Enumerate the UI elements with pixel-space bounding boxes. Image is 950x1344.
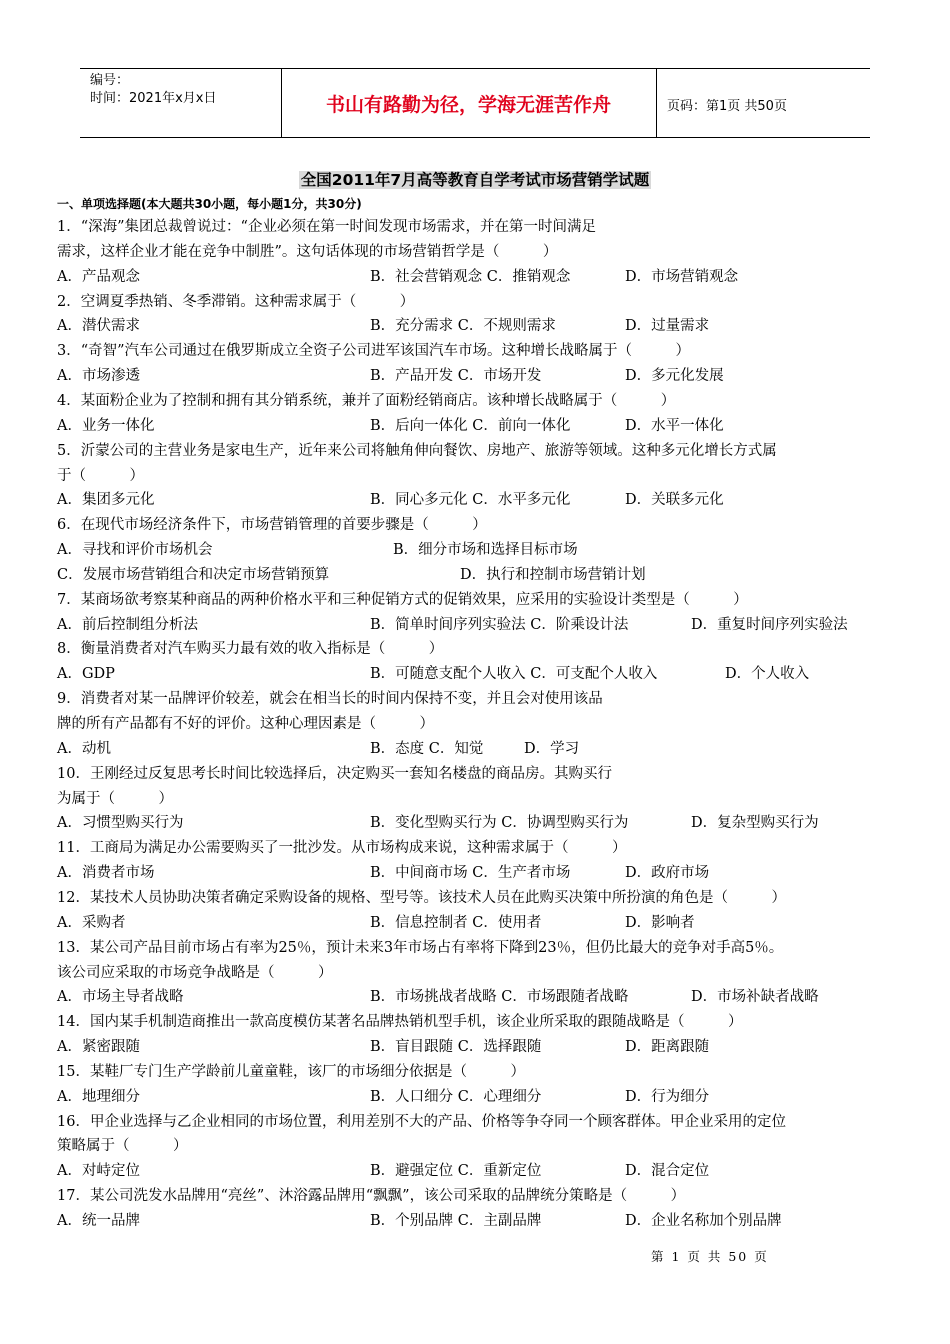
answer-option[interactable]: C．发展市场营销组合和决定市场营销预算	[57, 566, 330, 583]
answer-option[interactable]: B．人口细分 C．心理细分	[370, 1088, 542, 1105]
answer-option[interactable]: D．市场补缺者战略	[691, 989, 819, 1006]
doc-number-label: 编号：	[90, 73, 130, 88]
answer-option[interactable]: A．对峙定位	[57, 1163, 140, 1180]
question-text: 1．“深海”集团总裁曾说过：“企业必须在第一时间发现市场需求，并在第一时间满足	[57, 219, 596, 235]
answer-option[interactable]: B．盲目跟随 C．选择跟随	[370, 1039, 542, 1056]
question-text: 该公司应采取的市场竞争战略是（ ）	[57, 964, 333, 981]
answer-option[interactable]: A．动机	[57, 740, 111, 757]
header-right-cell	[657, 69, 870, 137]
answer-option[interactable]: B．避强定位 C．重新定位	[370, 1163, 542, 1180]
answer-option[interactable]: D．过量需求	[625, 318, 710, 335]
document-header	[80, 68, 870, 138]
answer-option[interactable]: D．重复时间序列实验法	[691, 616, 848, 633]
answer-option[interactable]: D．关联多元化	[625, 492, 724, 509]
answer-option[interactable]: D．政府市场	[625, 865, 710, 882]
question-text: 需求，这样企业才能在竞争中制胜”。这句话体现的市场营销哲学是（ ）	[57, 243, 558, 260]
answer-option[interactable]: B．信息控制者 C．使用者	[370, 914, 542, 931]
answer-option[interactable]: A．消费者市场	[57, 865, 155, 882]
answer-option[interactable]: B．社会营销观念 C．推销观念	[370, 268, 571, 285]
answer-option[interactable]: D．市场营销观念	[625, 268, 739, 285]
question-text: 4．某面粉企业为了控制和拥有其分销系统，兼并了面粉经销商店。该种增长战略属于（ ）	[57, 392, 676, 409]
question-text: 10．王刚经过反复思考长时间比较选择后，决定购买一套知名楼盘的商品房。其购买行	[57, 765, 612, 782]
answer-option[interactable]: D．水平一体化	[625, 417, 724, 434]
question-text: 12．某技术人员协助决策者确定采购设备的规格、型号等。该技术人员在此购买决策中所扮演的角色是（ ）	[57, 889, 786, 906]
answer-option[interactable]: B．产品开发 C．市场开发	[370, 368, 542, 385]
question-text: 7．某商场欲考察某种商品的两种价格水平和三种促销方式的促销效果，应采用的实验设计类型是（ ）	[57, 591, 748, 608]
question-text: 为属于（ ）	[57, 790, 173, 807]
answer-option[interactable]: A．采购者	[57, 914, 126, 931]
header-middle-cell	[281, 69, 657, 137]
question-text: 9．消费者对某一品牌评价较差，就会在相当长的时间内保持不变，并且会对使用该品	[57, 691, 603, 708]
question-text: 3．“奇智”汽车公司通过在俄罗斯成立全资子公司进军该国汽车市场。这种增长战略属于（ ）	[57, 343, 691, 360]
answer-option[interactable]: B．个别品牌 C．主副品牌	[370, 1213, 542, 1229]
doc-time-label: 时间：2021年x月x日	[90, 91, 217, 106]
answer-option[interactable]: A．前后控制组分析法	[57, 616, 198, 633]
question-text: 8．衡量消费者对汽车购买力最有效的收入指标是（ ）	[57, 641, 444, 658]
header-page-info: 页码：第1页 共50页	[667, 99, 787, 114]
answer-option[interactable]: B．态度 C．知觉	[370, 740, 484, 757]
answer-option[interactable]: B．市场挑战者战略 C．市场跟随者战略	[370, 989, 629, 1006]
answer-option[interactable]: D．行为细分	[625, 1088, 710, 1105]
answer-option[interactable]: A．市场渗透	[57, 368, 140, 385]
answer-option[interactable]: A．市场主导者战略	[57, 989, 184, 1006]
answer-option[interactable]: D．多元化发展	[625, 368, 724, 385]
question-text: 策略属于（ ）	[57, 1138, 188, 1155]
question-text: 2．空调夏季热销、冬季滞销。这种需求属于（ ）	[57, 293, 415, 310]
question-text: 15．某鞋厂专门生产学龄前儿童童鞋，该厂的市场细分依据是（ ）	[57, 1063, 525, 1080]
section-heading: 一、单项选择题(本大题共30小题，每小题1分，共30分)	[57, 197, 362, 211]
answer-option[interactable]: D．个人收入	[725, 666, 810, 683]
answer-option[interactable]: B．充分需求 C．不规则需求	[370, 318, 556, 335]
exam-title-text: 全国2011年7月高等教育自学考试市场营销学试题	[300, 171, 650, 189]
answer-option[interactable]: B．后向一体化 C．前向一体化	[370, 417, 571, 434]
answer-option[interactable]: B．可随意支配个人收入 C．可支配个人收入	[370, 666, 658, 683]
answer-option[interactable]: B．简单时间序列实验法 C．阶乘设计法	[370, 616, 629, 633]
answer-option[interactable]: B．同心多元化 C．水平多元化	[370, 492, 571, 509]
exam-title	[0, 169, 950, 191]
answer-option[interactable]: A．集团多元化	[57, 492, 155, 509]
answer-option[interactable]: A．潜伏需求	[57, 318, 140, 335]
question-text: 6．在现代市场经济条件下，市场营销管理的首要步骤是（ ）	[57, 517, 487, 534]
answer-option[interactable]: D．执行和控制市场营销计划	[460, 566, 646, 583]
answer-option[interactable]: B．变化型购买行为 C．协调型购买行为	[370, 815, 629, 832]
answer-option[interactable]: B．中间商市场 C．生产者市场	[370, 865, 571, 882]
header-motto: 书山有路勤为径，学海无涯苦作舟	[325, 94, 611, 116]
answer-option[interactable]: D．企业名称加个别品牌	[625, 1213, 782, 1229]
answer-option[interactable]: A．寻找和评价市场机会	[57, 542, 213, 559]
answer-option[interactable]: A．习惯型购买行为	[57, 815, 184, 832]
answer-option[interactable]: D．距离跟随	[625, 1039, 710, 1056]
question-text: 16．甲企业选择与乙企业相同的市场位置，利用差别不大的产品、价格等争夺同一个顾客群体。甲企业采用的定位	[57, 1113, 786, 1130]
answer-option[interactable]: D．复杂型购买行为	[691, 815, 819, 832]
answer-option[interactable]: A．紧密跟随	[57, 1039, 140, 1056]
page-footer: 第 1 页 共 50 页	[651, 1249, 769, 1264]
header-left-cell	[80, 69, 282, 137]
question-text: 13．某公司产品目前市场占有率为25％，预计未来3年市场占有率将下降到23％，但仍比最大的竞争对手高5％。	[57, 939, 784, 956]
question-text: 于（ ）	[57, 467, 144, 484]
answer-option[interactable]: B．细分市场和选择目标市场	[393, 542, 578, 559]
question-text: 17．某公司洗发水品牌用“亮丝”、沐浴露品牌用“飘飘”，该公司采取的品牌统分策略是（ ）	[57, 1188, 686, 1205]
answer-option[interactable]: A．产品观念	[57, 268, 140, 285]
question-text: 11．工商局为满足办公需要购买了一批沙发。从市场构成来说，这种需求属于（ ）	[57, 840, 627, 857]
question-text: 牌的所有产品都有不好的评价。这种心理因素是（ ）	[57, 716, 434, 732]
answer-option[interactable]: D．混合定位	[625, 1163, 710, 1180]
question-text: 14．国内某手机制造商推出一款高度模仿某著名品牌热销机型手机，该企业所采取的跟随战略是（ ）	[57, 1014, 743, 1031]
question-text: 5．沂蒙公司的主营业务是家电生产，近年来公司将触角伸向餐饮、房地产、旅游等领域。这种多元化增长方式属	[57, 442, 777, 459]
answer-option[interactable]: D．学习	[524, 740, 580, 757]
answer-option[interactable]: A．GDP	[57, 666, 115, 683]
answer-option[interactable]: A．统一品牌	[57, 1213, 140, 1229]
answer-option[interactable]: A．地理细分	[57, 1088, 140, 1105]
answer-option[interactable]: D．影响者	[625, 914, 695, 931]
answer-option[interactable]: A．业务一体化	[57, 417, 155, 434]
